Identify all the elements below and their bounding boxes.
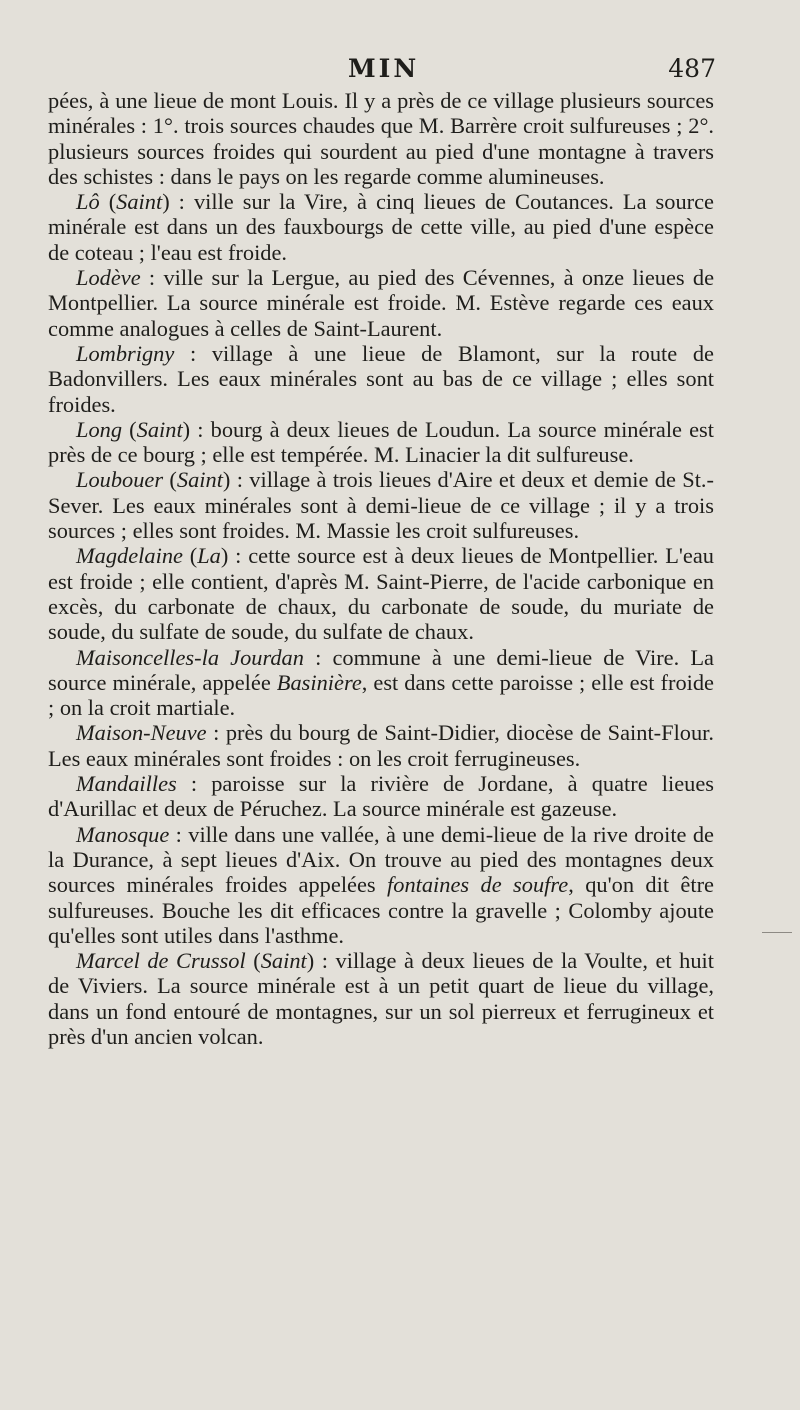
entry-italic-term: fontaines de soufre: [387, 872, 569, 898]
page-number: 487: [668, 54, 716, 83]
entry-text: paroisse sur la rivière de Jordane, à quatre lieues d'Aurillac et deux de Péruchez. La source minérale est gazeuse.: [48, 771, 714, 822]
entry-name: Maison-Neuve: [76, 720, 207, 746]
entry-name: Marcel de Crussol: [76, 948, 246, 974]
entry-long: Long (Saint) : bourg à deux lieues de Loudun. La source minérale est près de ce bourg ; elle est tempérée. M. Linacier la dit sulfureuse.: [48, 416, 714, 468]
entry-loubouer: Loubouer (Saint) : village à trois lieues d'Aire et deux et demie de St.-Sever. Les eaux minérales sont à demi-lieue de ce village ; il y a trois sources ; elles sont froides. M. Massie les croit sulfureuses.: [48, 467, 714, 544]
entry-name: Magdelaine: [76, 543, 183, 569]
entry-continuation: [48, 88, 714, 189]
entry-name: Maisoncelles-la Jourdan: [76, 644, 304, 670]
entry-maison-neuve: Maison-Neuve : près du bourg de Saint-Didier, diocèse de Saint-Flour. Les eaux minérales sont froides : on les croit ferrugineuses.: [48, 720, 714, 771]
entry-manosque: Manosque : ville dans une vallée, à une demi-lieue de la rive droite de la Durance, à sept lieues d'Aix. On trouve au pied des montagnes deux sources minérales froides appelées fontaines de soufre, qu'on dit être sulfureuses. Bouche les dit efficaces contre la gravelle ; Colomby ajoute qu'elles sont utiles dans l'asthme.: [48, 821, 714, 948]
entry-qualifier: Saint: [136, 416, 183, 442]
entry-lodeve: Lodève : ville sur la Lergue, au pied des Cévennes, à onze lieues de Montpellier. La source minérale est froide. M. Estève regarde ces eaux comme analogues à celles de Saint-Laurent.: [48, 265, 715, 341]
entry-text: près du bourg de Saint-Didier, diocèse de Saint-Flour. Les eaux minérales sont froides : on les croit ferrugineuses.: [48, 720, 714, 771]
dictionary-text: [48, 88, 714, 1049]
entry-qualifier: Saint: [116, 189, 163, 215]
entry-maisoncelles: Maisoncelles-la Jourdan : commune à une demi-lieue de Vire. La source minérale, appelée Basinière, est dans cette paroisse ; elle est froide ; on la croit martiale.: [48, 644, 714, 721]
entry-text: village à une lieue de Blamont, sur la route de Badonvillers. Les eaux minérales sont au bas de ce village ; elles sont froides.: [48, 340, 714, 417]
entry-magdelaine: Magdelaine (La) : cette source est à deux lieues de Montpellier. L'eau est froide ; elle contient, d'après M. Saint-Pierre, de l'acide carbonique en excès, du carbonate de chaux, du carbonate de soude, du muriate de soude, du sulfate de soude, du sulfate de chaux.: [48, 543, 715, 645]
entry-italic-term: Basinière: [276, 669, 362, 695]
entry-qualifier: Saint: [260, 948, 307, 974]
entry-name: Long: [76, 416, 123, 442]
entry-text: commune à une demi-lieue de Vire. La source minérale, appelée: [48, 644, 714, 695]
entry-name: Manosque: [76, 821, 170, 847]
entry-text: village à deux lieues de la Voulte, et huit de Viviers. La source minérale est à un petit quart de lieue du village, dans un fond entouré de montagnes, sur un sol pierreux et ferrugineux et près d'un ancien volcan.: [48, 948, 714, 1049]
entry-text: , est dans cette paroisse ; elle est froide ; on la croit martiale.: [48, 669, 714, 721]
entry-name: Lodève: [76, 265, 141, 291]
entry-text: pées, à une lieue de mont Louis. Il y a près de ce village plusieurs sources minérales : 1°. trois sources chaudes que M. Barrère croit sulfureuses ; 2°. plusieurs sources froides qui sourdent au pied d'une montagne à travers des schistes : dans le pays on les regarde comme alumineuses.: [48, 88, 714, 189]
entry-text: cette source est à deux lieues de Montpellier. L'eau est froide ; elle contient, d'après M. Saint-Pierre, de l'acide carbonique en excès, du carbonate de chaux, du carbonate de soude, du muriate de soude, du sulfate de soude, du sulfate de chaux.: [48, 543, 715, 645]
entry-text: ville dans une vallée, à une demi-lieue de la rive droite de la Durance, à sept lieues d'Aix. On trouve au pied des montagnes deux sources minérales froides appelées: [48, 821, 714, 898]
entry-qualifier: La: [197, 543, 221, 569]
entry-mandailles: Mandailles : paroisse sur la rivière de Jordane, à quatre lieues d'Aurillac et deux de Péruchez. La source minérale est gazeuse.: [48, 771, 714, 822]
entry-qualifier: Saint: [176, 467, 223, 493]
entry-text: ville sur la Vire, à cinq lieues de Coutances. La source minérale est dans un des fauxbourgs de cette ville, au pied d'une espèce de coteau ; l'eau est froide.: [48, 189, 714, 265]
page-edge-mark: [762, 932, 792, 933]
entry-text: bourg à deux lieues de Loudun. La source minérale est près de ce bourg ; elle est tempérée. M. Linacier la dit sulfureuse.: [48, 416, 714, 468]
entry-lo: Lô (Saint) : ville sur la Vire, à cinq lieues de Coutances. La source minérale est dans un des fauxbourgs de cette ville, au pied d'une espèce de coteau ; l'eau est froide.: [48, 189, 714, 265]
entry-name: Loubouer: [76, 467, 164, 493]
entry-marcel-de-crussol: Marcel de Crussol (Saint) : village à deux lieues de la Voulte, et huit de Viviers. La source minérale est à un petit quart de lieue du village, dans un fond entouré de montagnes, sur un sol pierreux et ferrugineux et près d'un ancien volcan.: [48, 948, 714, 1049]
entry-name: Lombrigny: [76, 340, 175, 366]
entry-name: Mandailles: [76, 771, 177, 797]
entry-text: ville sur la Lergue, au pied des Cévennes, à onze lieues de Montpellier. La source minérale est froide. M. Estève regarde ces eaux comme analogues à celles de Saint-Laurent.: [48, 265, 715, 341]
entry-lombrigny: Lombrigny : village à une lieue de Blamont, sur la route de Badonvillers. Les eaux minérales sont au bas de ce village ; elles sont froides.: [48, 340, 714, 417]
entry-text: village à trois lieues d'Aire et deux et demie de St.-Sever. Les eaux minérales sont à demi-lieue de ce village ; il y a trois sources ; elles sont froides. M. Massie les croit sulfureuses.: [48, 467, 714, 544]
running-head: MIN: [348, 54, 420, 83]
entry-text: , qu'on dit être sulfureuses. Bouche les dit efficaces contre la gravelle ; Colomby ajoute qu'elles sont utiles dans l'asthme.: [48, 872, 714, 948]
page-header: [48, 52, 714, 88]
entry-name: Lô: [76, 189, 100, 215]
